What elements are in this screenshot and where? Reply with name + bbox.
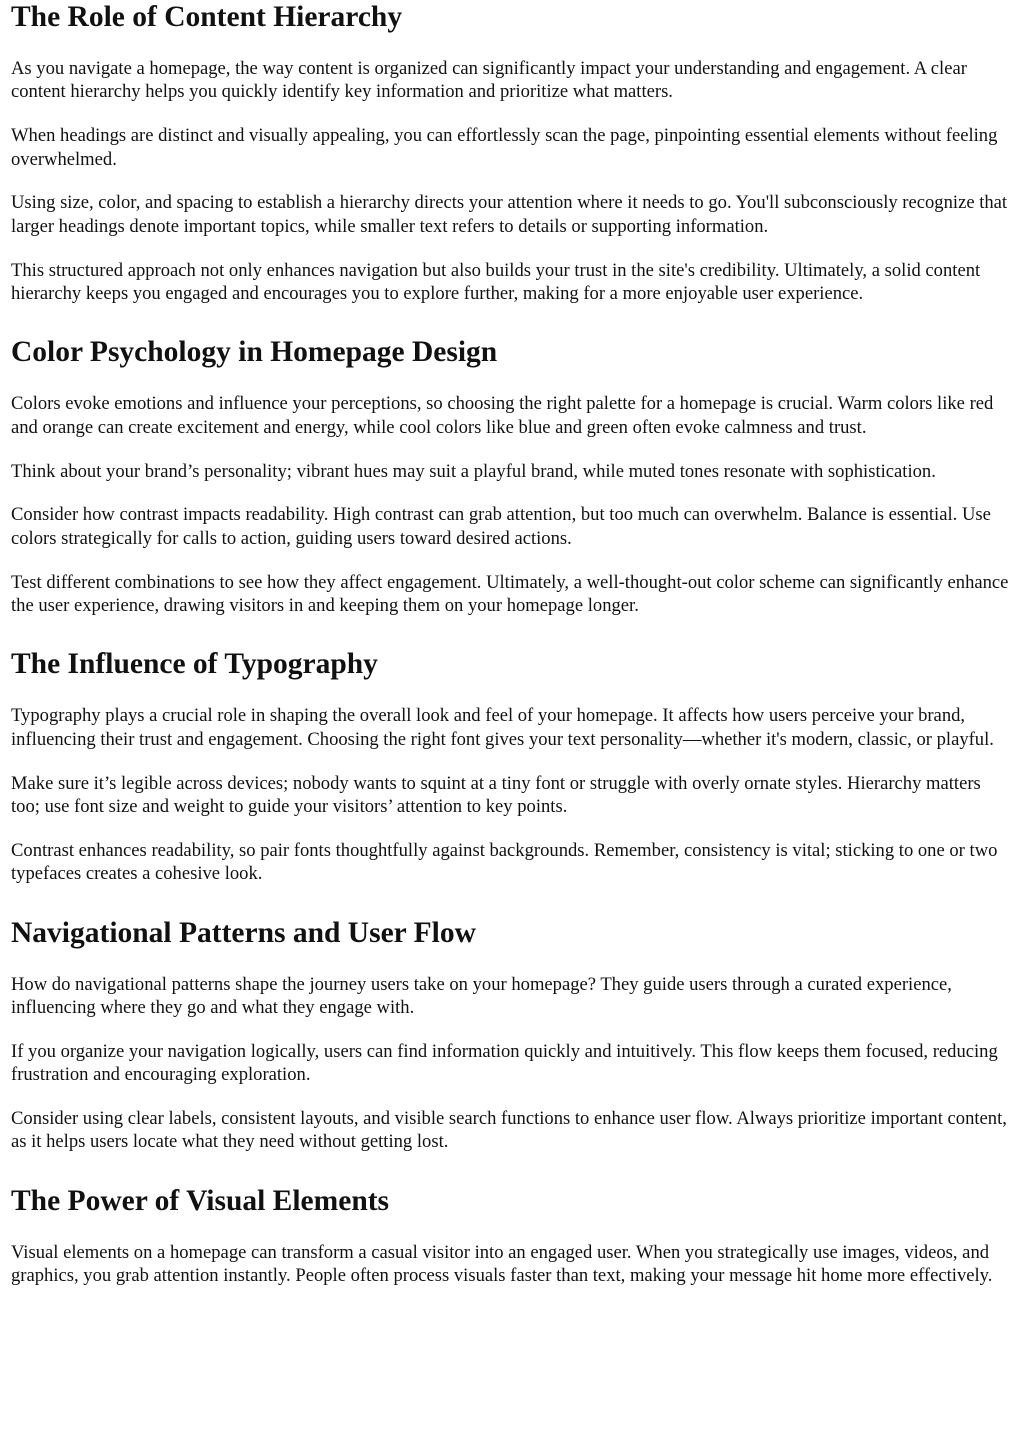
section-heading: Navigational Patterns and User Flow xyxy=(11,916,476,949)
paragraph: Colors evoke emotions and influence your perceptions, so choosing the right palette for a homepage is crucial. Warm colors like red and orange can create excitement and energy, while cool colors like blue and green often evoke calmness and trust. xyxy=(11,393,994,438)
section-color-psychology xyxy=(11,335,1013,617)
paragraph: Typography plays a crucial role in shaping the overall look and feel of your homepage. It affects how users perceive your brand, influencing their trust and engagement. Choosing the right font gives your text personality—whether it's modern, classic, or playful. xyxy=(11,705,994,750)
section-heading: The Influence of Typography xyxy=(11,648,378,681)
paragraph: How do navigational patterns shape the journey users take on your homepage? They guide users through a curated experience, influencing where they go and what they engage with. xyxy=(11,973,952,1019)
paragraph: Test different combinations to see how they affect engagement. Ultimately, a well-thought-out color scheme can significantly enhance the user experience, drawing visitors in and keeping them on your homepage longer. xyxy=(11,571,1009,617)
paragraph: Using size, color, and spacing to establish a hierarchy directs your attention where it needs to go. You'll subconsciously recognize that larger headings denote important topics, while smaller text refers to details or supporting information. xyxy=(11,192,1008,237)
section-heading: The Power of Visual Elements xyxy=(11,1184,390,1217)
article xyxy=(11,0,1013,1288)
section-content-hierarchy xyxy=(11,0,1013,305)
section-heading: The Role of Content Hierarchy xyxy=(11,1,403,33)
paragraph: Consider how contrast impacts readability. High contrast can grab attention, but too much can overwhelm. Balance is essential. Use colors strategically for calls to action, guiding users toward desired actions. xyxy=(11,504,991,549)
section-navigational-patterns xyxy=(11,916,1013,1154)
paragraph: If you organize your navigation logically, users can find information quickly and intuitively. This flow keeps them focused, reducing frustration and encouraging exploration. xyxy=(11,1040,998,1086)
paragraph: Visual elements on a homepage can transform a casual visitor into an engaged user. When you strategically use images, videos, and graphics, you grab attention instantly. People often process visuals faster than text, making your message hit home more effectively. xyxy=(11,1241,993,1287)
paragraph: When headings are distinct and visually appealing, you can effortlessly scan the page, pinpointing essential elements without feeling overwhelmed. xyxy=(11,125,998,170)
paragraph: As you navigate a homepage, the way content is organized can significantly impact your understanding and engagement. A clear content hierarchy helps you quickly identify key information and prioritize what matters. xyxy=(11,58,967,103)
paragraph: This structured approach not only enhances navigation but also builds your trust in the site's credibility. Ultimately, a solid content hierarchy keeps you engaged and encourages you to explore further, making for a more enjoyable user experience. xyxy=(11,259,981,305)
section-heading: Color Psychology in Homepage Design xyxy=(11,336,498,369)
paragraph: Consider using clear labels, consistent layouts, and visible search functions to enhance user flow. Always prioritize important content, as it helps users locate what they need without getting lost. xyxy=(11,1108,1007,1153)
section-visual-elements xyxy=(11,1184,1013,1288)
paragraph: Make sure it’s legible across devices; nobody wants to squint at a tiny font or struggle with overly ornate styles. Hierarchy matters too; use font size and weight to guide your visitors’ attention to key points. xyxy=(11,772,981,818)
paragraph: Think about your brand’s personality; vibrant hues may suit a playful brand, while muted tones resonate with sophistication. xyxy=(11,460,936,482)
paragraph: Contrast enhances readability, so pair fonts thoughtfully against backgrounds. Remember, consistency is vital; sticking to one or two typefaces creates a cohesive look. xyxy=(11,839,998,885)
section-typography xyxy=(11,647,1013,885)
